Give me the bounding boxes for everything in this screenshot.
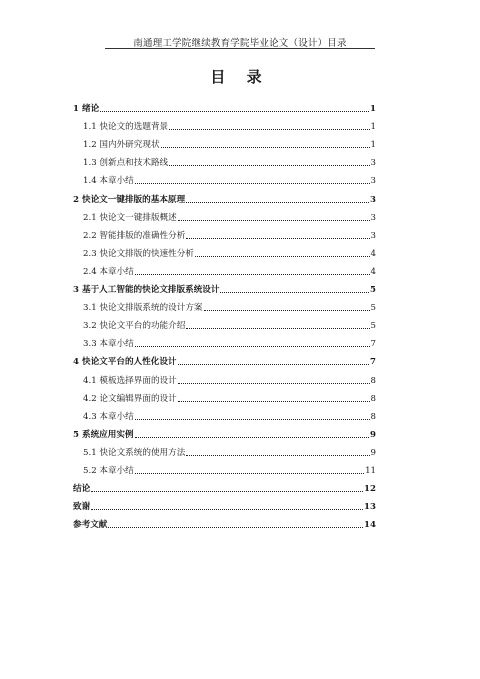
toc-dot-leader — [135, 437, 369, 438]
toc-entry-title: 结论 — [73, 484, 91, 495]
toc-page-number: 3 — [370, 176, 376, 187]
toc-dot-leader — [186, 328, 369, 329]
toc-entry-title: 4 快论文平台的人性化设计 — [73, 357, 177, 368]
toc-section-entry[interactable] — [73, 331, 376, 349]
toc-dot-leader — [135, 346, 370, 347]
toc-dot-leader — [204, 310, 370, 311]
toc-entry-title: 4.1 模板选择界面的设计 — [83, 375, 177, 386]
toc-dot-leader — [178, 383, 370, 384]
toc-dot-leader — [178, 401, 370, 402]
toc-dot-leader — [169, 165, 369, 166]
toc-page-number: 8 — [370, 411, 376, 422]
toc-entry-title: 4.2 论文编辑界面的设计 — [83, 393, 177, 404]
toc-dot-leader — [186, 238, 369, 239]
toc-dot-leader — [135, 183, 370, 184]
toc-entry-title: 5 系统应用实例 — [73, 429, 134, 440]
toc-entry-title: 4.3 本章小结 — [83, 411, 134, 422]
toc-page-number: 4 — [370, 266, 376, 277]
toc-entry-title: 1.3 创新点和技术路线 — [83, 158, 169, 169]
running-header: 南通理工学院继续教育学院毕业论文（设计）目录 — [133, 38, 347, 49]
toc-entry-title: 2.4 本章小结 — [83, 266, 134, 277]
toc-dot-leader — [108, 527, 363, 528]
toc-section-entry[interactable] — [73, 295, 376, 313]
toc-entry-title: 1.2 国内外研究现状 — [83, 140, 160, 151]
toc-entry-title: 2.2 智能排版的准确性分析 — [83, 230, 186, 241]
toc-chapter-entry[interactable] — [73, 349, 376, 367]
toc-entry-title: 致谢 — [73, 502, 91, 513]
toc-page-number: 1 — [370, 122, 376, 133]
page-title: 目 录 — [210, 68, 270, 86]
toc-page-number: 1 — [370, 104, 376, 115]
toc-page-number: 3 — [370, 212, 376, 223]
header-rule — [105, 48, 375, 49]
toc-entry-title: 参考文献 — [73, 520, 108, 531]
toc-chapter-entry[interactable] — [73, 512, 376, 530]
toc-dot-leader — [161, 147, 370, 148]
toc-entry-title: 1.4 本章小结 — [83, 176, 134, 187]
toc-section-entry[interactable] — [73, 458, 376, 476]
toc-section-entry[interactable] — [73, 223, 376, 241]
toc-page-number: 12 — [364, 484, 376, 495]
toc-page-number: 9 — [370, 447, 376, 458]
toc-section-entry[interactable] — [73, 132, 376, 150]
toc-dot-leader — [135, 274, 370, 275]
toc-entry-title: 2.3 快论文排版的快速性分析 — [83, 248, 194, 259]
toc-section-entry[interactable] — [73, 386, 376, 404]
toc-page-number: 8 — [370, 375, 376, 386]
toc-chapter-entry[interactable] — [73, 476, 376, 494]
toc-section-entry[interactable] — [73, 205, 376, 223]
toc-section-entry[interactable] — [73, 313, 376, 331]
toc-dot-leader — [186, 455, 369, 456]
toc-page-number: 8 — [370, 393, 376, 404]
toc-page-number: 1 — [370, 140, 376, 151]
toc-section-entry[interactable] — [73, 367, 376, 385]
toc-entry-title: 5.2 本章小结 — [83, 465, 134, 476]
toc-entry-title: 3.1 快论文排版系统的设计方案 — [83, 303, 203, 314]
toc-page-number: 7 — [370, 357, 376, 368]
toc-page-number: 4 — [370, 248, 376, 259]
toc-page-number: 3 — [370, 194, 376, 205]
toc-dot-leader — [178, 364, 370, 365]
toc-entry-title: 3.3 本章小结 — [83, 339, 134, 350]
toc-page-number: 7 — [370, 339, 376, 350]
toc-dot-leader — [195, 256, 370, 257]
toc-entry-title: 3.2 快论文平台的功能介绍 — [83, 321, 186, 332]
toc-section-entry[interactable] — [73, 241, 376, 259]
toc-section-entry[interactable] — [73, 168, 376, 186]
toc-page-number: 3 — [370, 158, 376, 169]
table-of-contents — [73, 96, 376, 530]
toc-entry-title: 1.1 快论文的选题背景 — [83, 122, 169, 133]
toc-entry-title: 1 绪论 — [73, 104, 100, 115]
toc-page-number: 13 — [364, 502, 376, 513]
toc-chapter-entry[interactable] — [73, 186, 376, 204]
toc-page-number: 14 — [364, 520, 376, 531]
toc-section-entry[interactable] — [73, 114, 376, 132]
toc-dot-leader — [135, 473, 364, 474]
toc-dot-leader — [178, 220, 370, 221]
toc-entry-title: 5.1 快论文系统的使用方法 — [83, 447, 186, 458]
toc-dot-leader — [91, 491, 363, 492]
toc-dot-leader — [100, 111, 369, 112]
toc-dot-leader — [169, 129, 369, 130]
toc-chapter-entry[interactable] — [73, 96, 376, 114]
toc-page-number: 5 — [370, 285, 376, 296]
toc-entry-title: 2.1 快论文一键排版概述 — [83, 212, 177, 223]
toc-section-entry[interactable] — [73, 259, 376, 277]
toc-page-number: 11 — [365, 465, 376, 476]
toc-entry-title: 2 快论文一键排版的基本原理 — [73, 194, 186, 205]
toc-section-entry[interactable] — [73, 404, 376, 422]
toc-page-number: 5 — [370, 303, 376, 314]
toc-page-number: 5 — [370, 321, 376, 332]
toc-dot-leader — [186, 202, 369, 203]
toc-entry-title: 3 基于人工智能的快论文排版系统设计 — [73, 285, 220, 296]
toc-dot-leader — [220, 292, 369, 293]
toc-page-number: 3 — [370, 230, 376, 241]
toc-dot-leader — [91, 509, 363, 510]
toc-chapter-entry[interactable] — [73, 422, 376, 440]
toc-chapter-entry[interactable] — [73, 494, 376, 512]
toc-page-number: 9 — [370, 429, 376, 440]
toc-section-entry[interactable] — [73, 150, 376, 168]
toc-section-entry[interactable] — [73, 440, 376, 458]
toc-dot-leader — [135, 419, 370, 420]
toc-chapter-entry[interactable] — [73, 277, 376, 295]
